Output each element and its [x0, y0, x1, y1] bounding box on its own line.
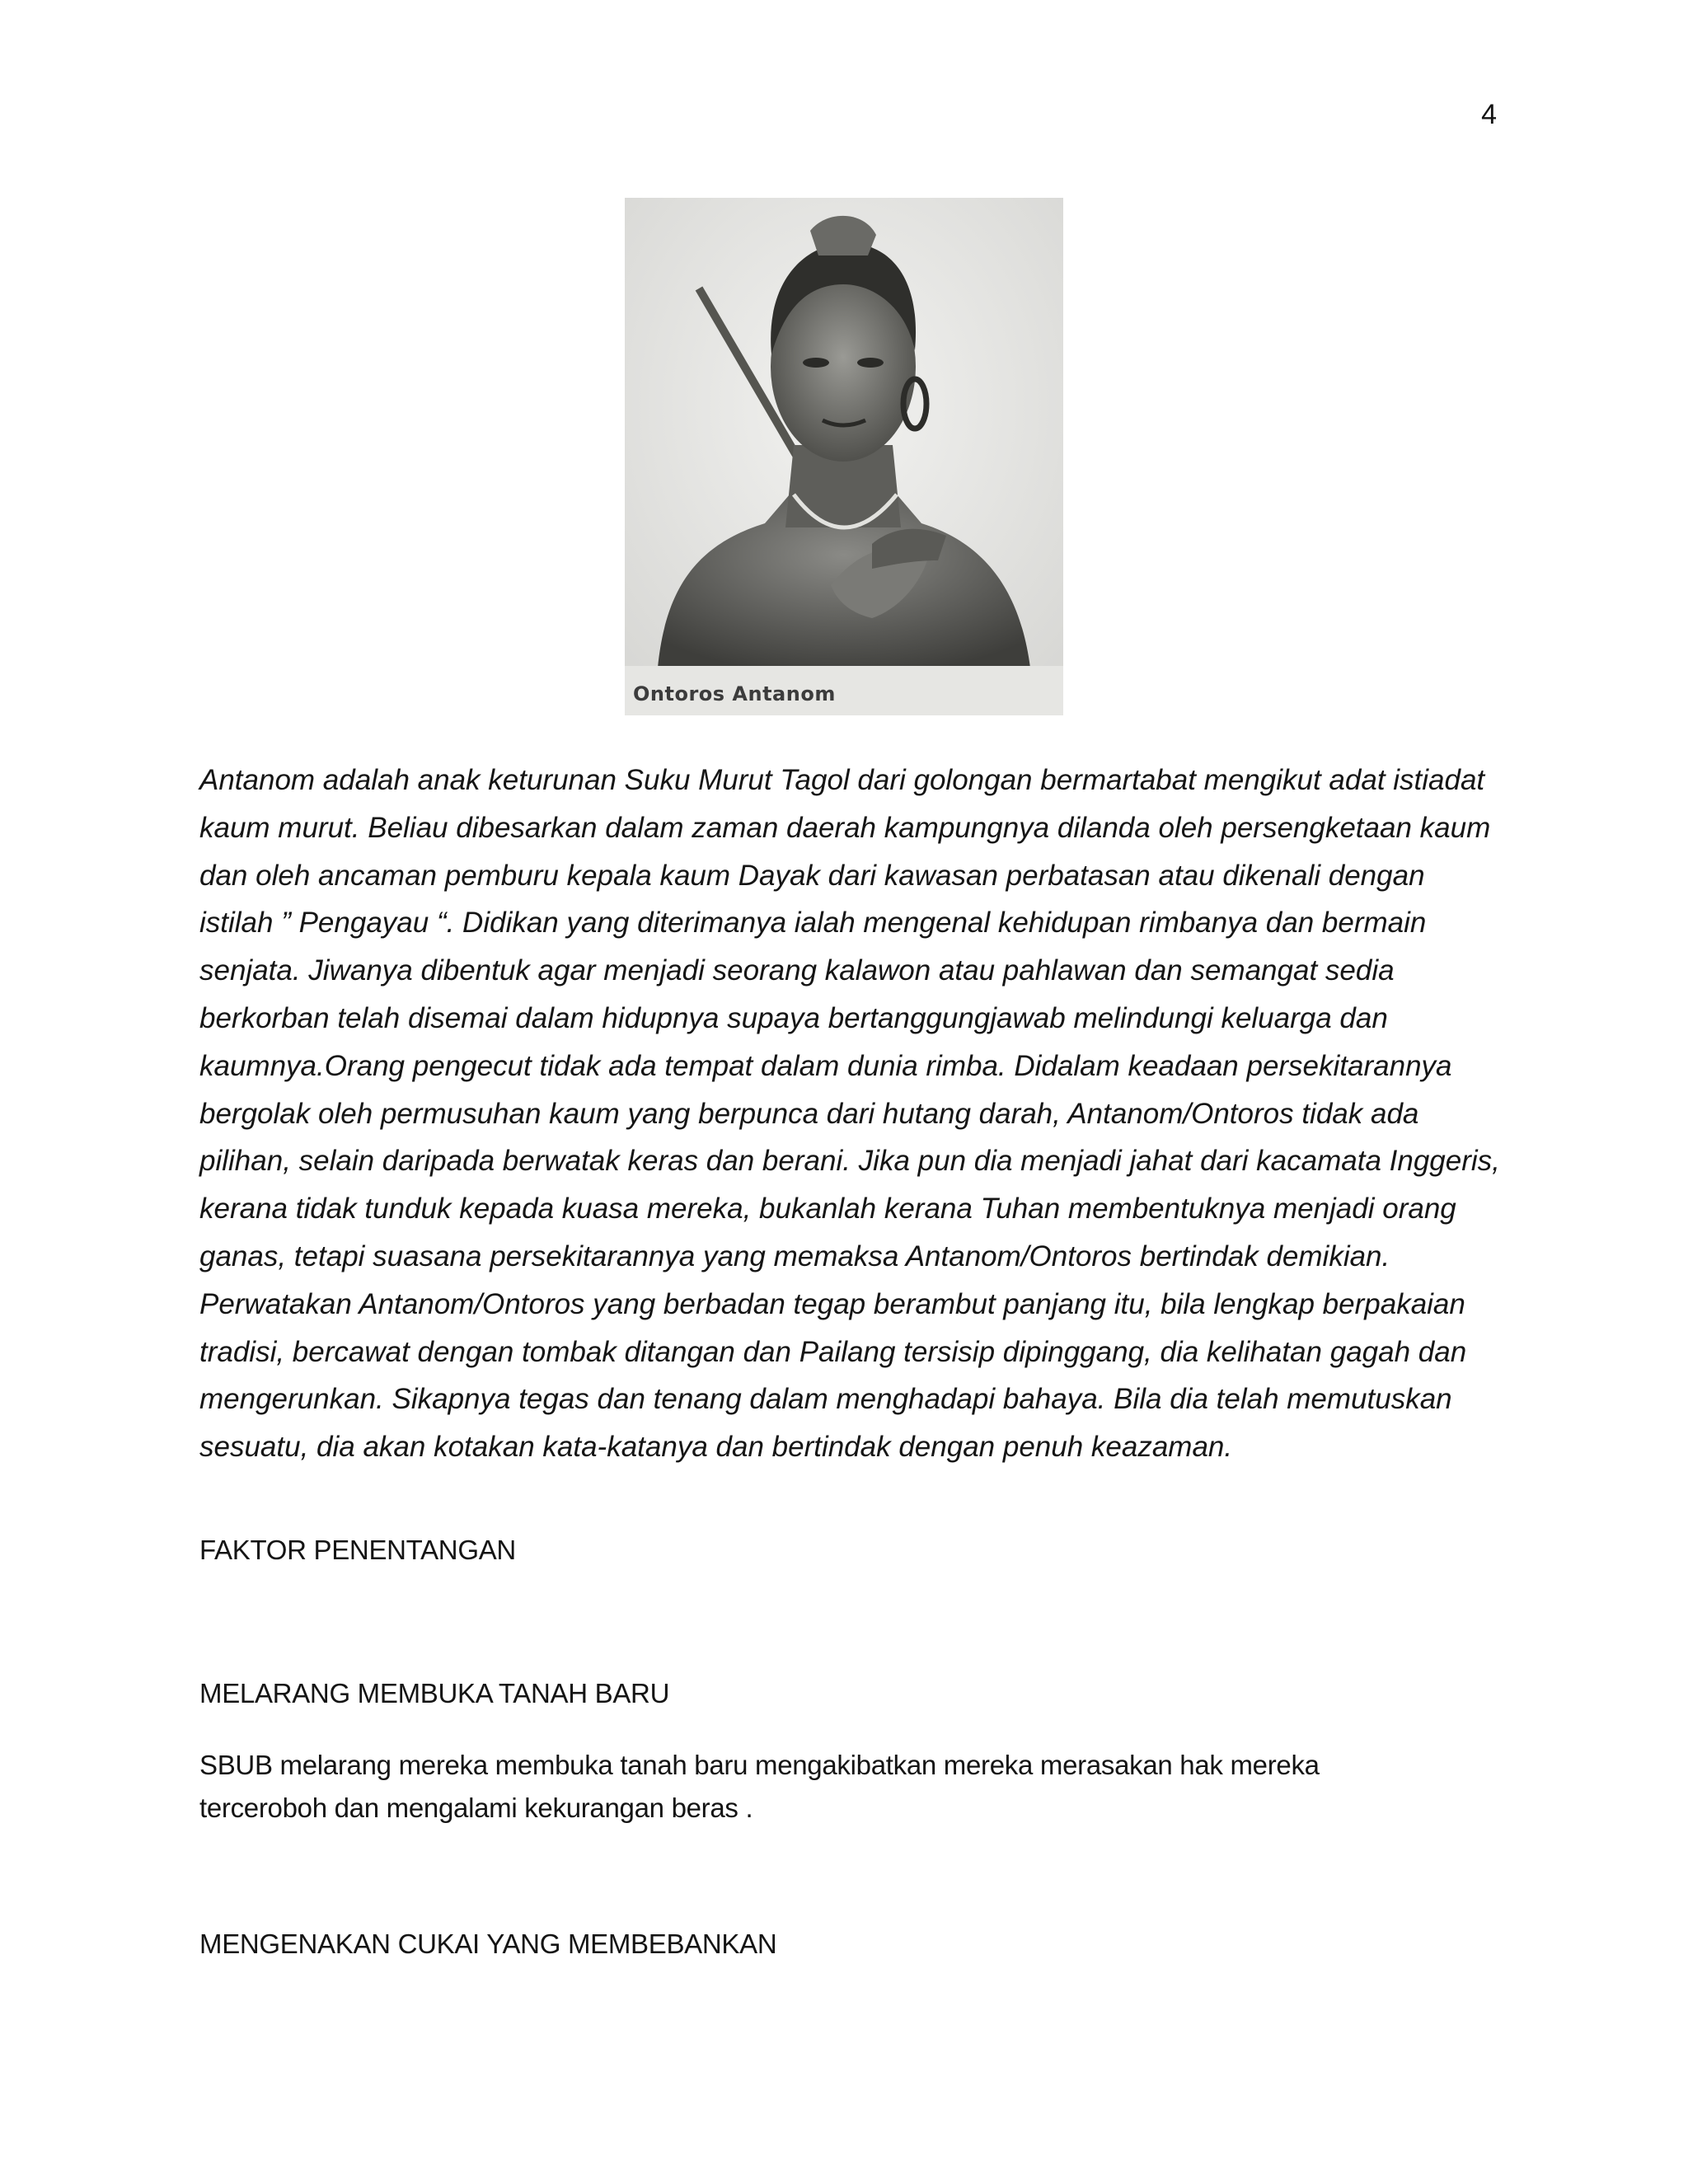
page-number: 4 — [1481, 99, 1497, 130]
portrait-photo — [625, 198, 1063, 715]
portrait-image — [625, 198, 1063, 715]
heading-melarang-membuka-tanah-baru: MELARANG MEMBUKA TANAH BARU — [199, 1678, 670, 1708]
body-paragraph-sbub: SBUB melarang mereka membuka tanah baru mengakibatkan mereka merasakan hak mereka terceroboh dan mengalami kekurangan beras . — [199, 1750, 1320, 1823]
heading-mengenakan-cukai: MENGENAKAN CUKAI YANG MEMBEBANKAN — [199, 1929, 777, 1959]
heading-faktor-penentangan: FAKTOR PENENTANGAN — [199, 1535, 516, 1565]
photo-caption: Ontoros Antanom — [633, 682, 836, 705]
body-paragraph-italic: Antanom adalah anak keturunan Suku Murut Tagol dari golongan bermartabat mengikut adat istiadat kaum murut. Beliau dibesarkan dalam zaman daerah kampungnya dilanda oleh persengketaan kaum dan oleh ancaman pemburu kepala kaum Dayak dari kawasan perbatasan atau dikenali dengan istilah ” Pengayau “. Didikan yang diterimanya ialah mengenal kehidupan rimbanya dan bermain senjata. Jiwanya dibentuk agar menjadi seorang kalawon atau pahlawan dan semangat sedia berkorban telah disemai dalam hidupnya supaya bertanggungjawab melindungi keluarga dan kaumnya.Orang pengecut tidak ada tempat dalam dunia rimba. Didalam keadaan persekitarannya bergolak oleh permusuhan kaum yang berpunca dari hutang darah, Antanom/Ontoros tidak ada pilihan, selain daripada berwatak keras dan berani. Jika pun dia menjadi jahat dari kacamata Inggeris, kerana tidak tunduk kepada kuasa mereka, bukanlah kerana Tuhan membentuknya menjadi orang ganas, tetapi suasana persekitarannya yang memaksa Antanom/Ontoros bertindak demikian. Perwatakan Antanom/Ontoros yang berbadan tegap berambut panjang itu, bila lengkap berpakaian tradisi, bercawat dengan tombak ditangan dan Pailang tersisip dipinggang, dia kelihatan gagah dan mengerunkan. Sikapnya tegas dan tenang dalam menghadapi bahaya. Bila dia telah memutuskan sesuatu, dia akan kotakan kata-katanya dan bertindak dengan penuh keazaman. — [199, 764, 1500, 1464]
